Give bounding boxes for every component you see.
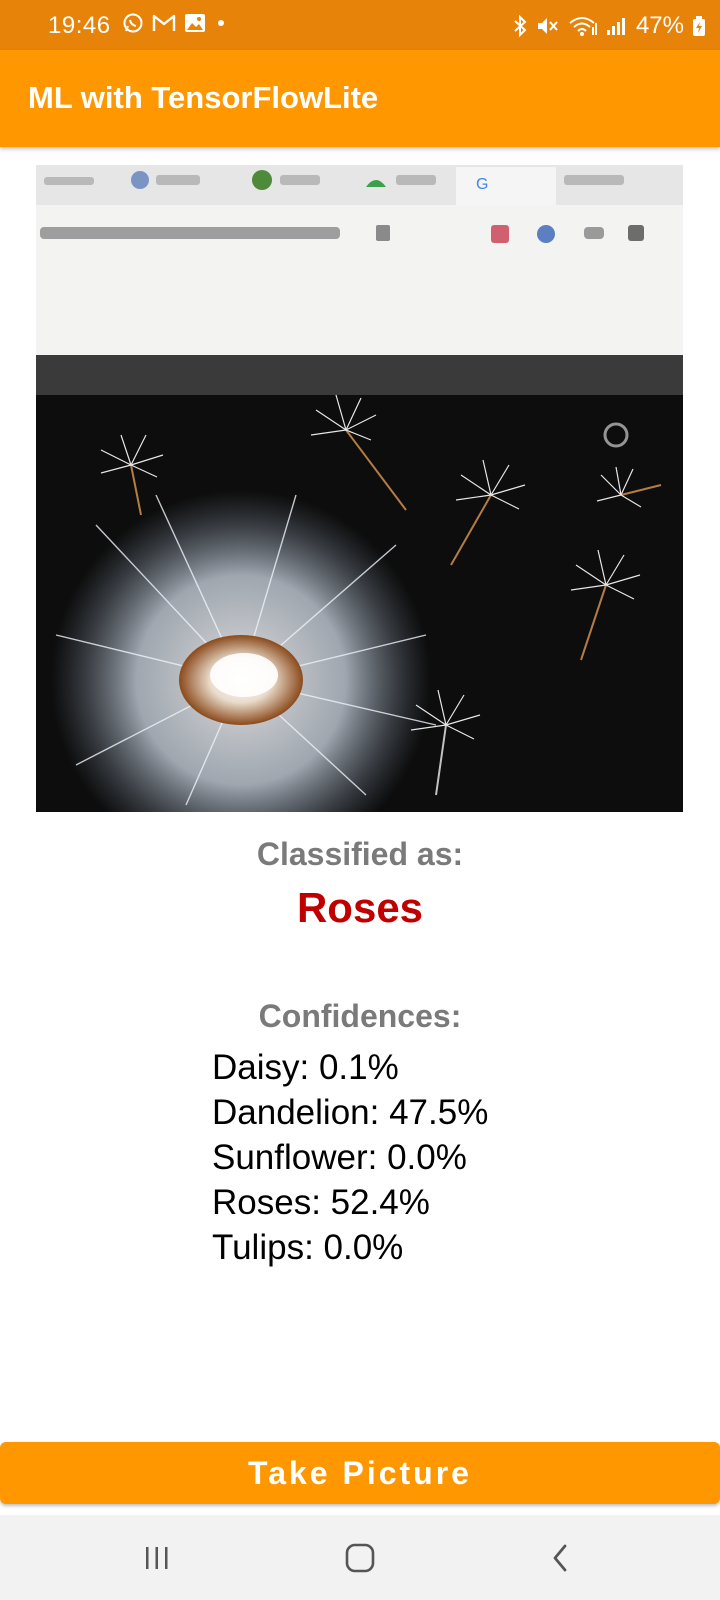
svg-text:G: G bbox=[476, 176, 489, 193]
status-right-icons bbox=[512, 12, 706, 40]
app-bar bbox=[0, 50, 720, 147]
classified-label: Classified as: bbox=[256, 836, 464, 872]
battery-icon bbox=[692, 15, 706, 37]
gallery-icon bbox=[184, 13, 206, 33]
recents-button[interactable] bbox=[127, 1533, 187, 1583]
home-icon bbox=[344, 1542, 376, 1574]
wifi-icon bbox=[568, 15, 598, 37]
captured-photo bbox=[36, 165, 683, 812]
mute-icon bbox=[536, 15, 560, 37]
confidence-item-dandelion: Dandelion: 47.5% bbox=[212, 1093, 489, 1132]
status-time: 19:46 bbox=[48, 12, 111, 39]
back-icon bbox=[548, 1542, 572, 1574]
recents-icon bbox=[142, 1544, 172, 1572]
back-button[interactable] bbox=[530, 1533, 590, 1583]
battery-percent: 47% bbox=[635, 12, 684, 39]
dot-icon bbox=[214, 16, 228, 30]
confidence-item-tulips: Tulips: 0.0% bbox=[212, 1228, 404, 1267]
home-button[interactable] bbox=[330, 1533, 390, 1583]
gmail-icon bbox=[152, 13, 176, 33]
dandelion-photo bbox=[36, 165, 683, 812]
classified-value: Roses bbox=[296, 884, 424, 931]
signal-icon bbox=[606, 16, 628, 36]
navigation-bar bbox=[0, 1515, 720, 1600]
bluetooth-icon bbox=[512, 15, 528, 37]
status-bar bbox=[0, 0, 720, 50]
confidence-item-roses: Roses: 52.4% bbox=[212, 1183, 430, 1222]
whatsapp-icon bbox=[122, 12, 144, 34]
confidence-item-sunflower: Sunflower: 0.0% bbox=[212, 1138, 467, 1177]
confidences-label: Confidences: bbox=[258, 998, 462, 1034]
confidence-list bbox=[212, 1045, 488, 1270]
app-title: ML with TensorFlowLite bbox=[28, 80, 379, 115]
confidence-item-daisy: Daisy: 0.1% bbox=[212, 1048, 399, 1087]
status-left-icons bbox=[122, 12, 228, 34]
take-picture-button[interactable]: Take Picture bbox=[0, 1442, 720, 1504]
